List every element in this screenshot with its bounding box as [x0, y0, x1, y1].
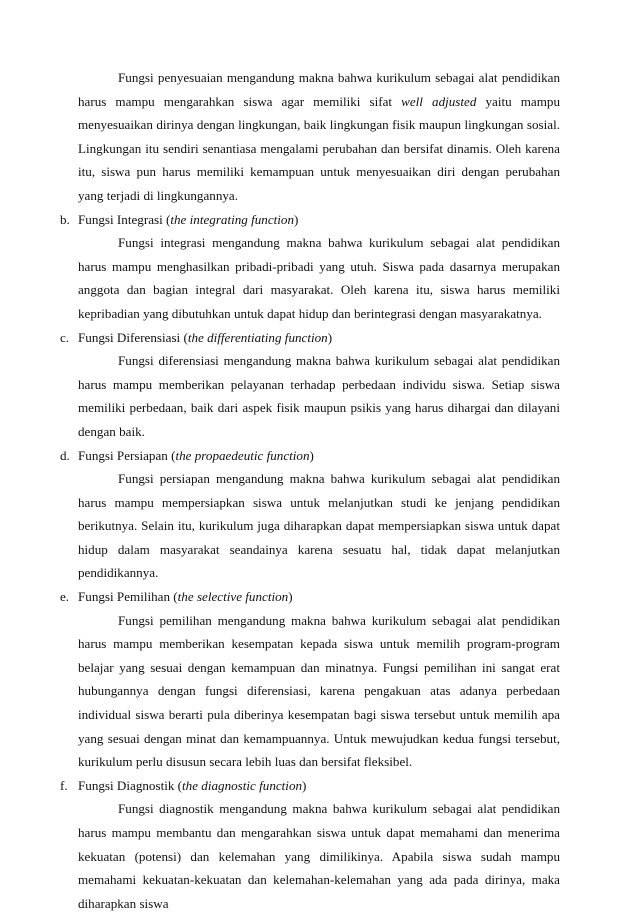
section-letter: b. — [60, 211, 70, 227]
section-title-text: Fungsi Diferensiasi ( — [78, 329, 188, 345]
section-title-close: ) — [288, 589, 293, 605]
document-body — [60, 66, 560, 915]
section-title-text: Fungsi Integrasi ( — [78, 211, 171, 227]
section-letter: e. — [60, 589, 70, 605]
section-title-text: Fungsi Diagnostik ( — [78, 777, 183, 793]
section-title-italic: the differentiating function — [187, 329, 328, 345]
section-title-italic: the integrating function — [170, 211, 295, 227]
section-f — [60, 774, 560, 915]
intro-text-after: yaitu mampu menyesuaikan dirinya dengan lingkungan, baik lingkungan fisik maupun lingkungan sosial. Lingkungan itu sendiri senantiasa mengalami perubahan dan bersifat dinamis. Oleh karena itu, siswa pun harus memiliki kemampuan untuk menyesuaikan diri dengan perubahan yang terjadi di lingkungannya. — [78, 93, 560, 203]
section-paragraph: Fungsi pemilihan mengandung makna bahwa kurikulum sebagai alat pendidikan harus mampu memberikan kesempatan kepada siswa untuk memilih program-program belajar yang sesuai dengan kemampuan dan minatnya. Fungsi pemilihan ini sangat erat hubungannya dengan fungsi diferensiasi, karena pengakuan atas adanya perbedaan individual siswa berarti pula diberinya kesempatan bagi siswa tersebut untuk memilih apa yang sesuai dengan minat dan kemampuannya. Untuk mewujudkan kedua fungsi tersebut, kurikulum perlu disusun secara lebih luas dan bersifat fleksibel. — [78, 612, 560, 770]
section-b — [60, 208, 560, 326]
section-title-close: ) — [309, 447, 314, 463]
section-heading — [60, 774, 560, 798]
intro-text-before: Fungsi penyesuaian mengandung makna bahwa kurikulum sebagai alat pendidikan harus mampu mengarahkan siswa agar memiliki sifat — [78, 70, 560, 109]
section-title-close: ) — [327, 329, 333, 345]
section-title-close: ) — [302, 777, 307, 793]
section-title — [78, 585, 293, 609]
section-heading — [60, 444, 560, 468]
section-paragraph: Fungsi diferensiasi mengandung makna bahwa kurikulum sebagai alat pendidikan harus mampu memberikan pelayanan terhadap perbedaan individu siswa. Setiap siswa memiliki perbedaan, baik dari aspek fisik maupun psikis yang harus dihargai dan dilayani dengan baik. — [78, 353, 560, 439]
intro-italic-term: well adjusted — [401, 93, 477, 109]
section-e — [60, 585, 560, 774]
section-letter: f. — [60, 777, 68, 793]
section-title — [78, 444, 314, 468]
section-heading — [60, 585, 560, 609]
section-title-italic: the propaedeutic function — [175, 447, 310, 463]
section-title — [78, 208, 298, 232]
section-heading — [60, 208, 560, 232]
section-title — [78, 774, 306, 798]
section-title-italic: the diagnostic function — [182, 777, 303, 793]
section-title — [78, 326, 332, 350]
section-letter: c. — [60, 329, 70, 345]
section-title-italic: the selective function — [177, 589, 289, 605]
section-d — [60, 444, 560, 586]
section-title-close: ) — [294, 211, 299, 227]
section-letter: d. — [60, 447, 70, 463]
section-paragraph: Fungsi diagnostik mengandung makna bahwa kurikulum sebagai alat pendidikan harus mampu membantu dan mengarahkan siswa untuk dapat memahami dan menerima kekuatan (potensi) dan kelemahan yang dimilikinya. Apabila siswa sudah mampu memahami kekuatan-kekuatan dan kelemahan-kelemahan yang ada pada dirinya, maka diharapkan siswa — [78, 801, 560, 911]
section-title-text: Fungsi Pemilihan ( — [78, 589, 178, 605]
section-heading — [60, 326, 560, 350]
section-paragraph: Fungsi integrasi mengandung makna bahwa kurikulum sebagai alat pendidikan harus mampu menghasilkan pribadi-pribadi yang utuh. Siswa pada dasarnya merupakan anggota dan bagian integral dari masyarakat. Oleh karena itu, siswa harus memiliki kepribadian yang dibutuhkan untuk dapat hidup dan berintegrasi dengan masyarakatnya. — [78, 235, 560, 321]
intro-paragraph — [60, 66, 560, 208]
section-c — [60, 326, 560, 444]
section-paragraph: Fungsi persiapan mengandung makna bahwa kurikulum sebagai alat pendidikan harus mampu mempersiapkan siswa untuk melanjutkan studi ke jenjang pendidikan berikutnya. Selain itu, kurikulum juga diharapkan dapat mempersiapkan siswa untuk dapat hidup dalam masyarakat seandainya karena sesuatu hal, tidak dapat melanjutkan pendidikannya. — [78, 471, 560, 581]
section-title-text: Fungsi Persiapan ( — [78, 447, 176, 463]
